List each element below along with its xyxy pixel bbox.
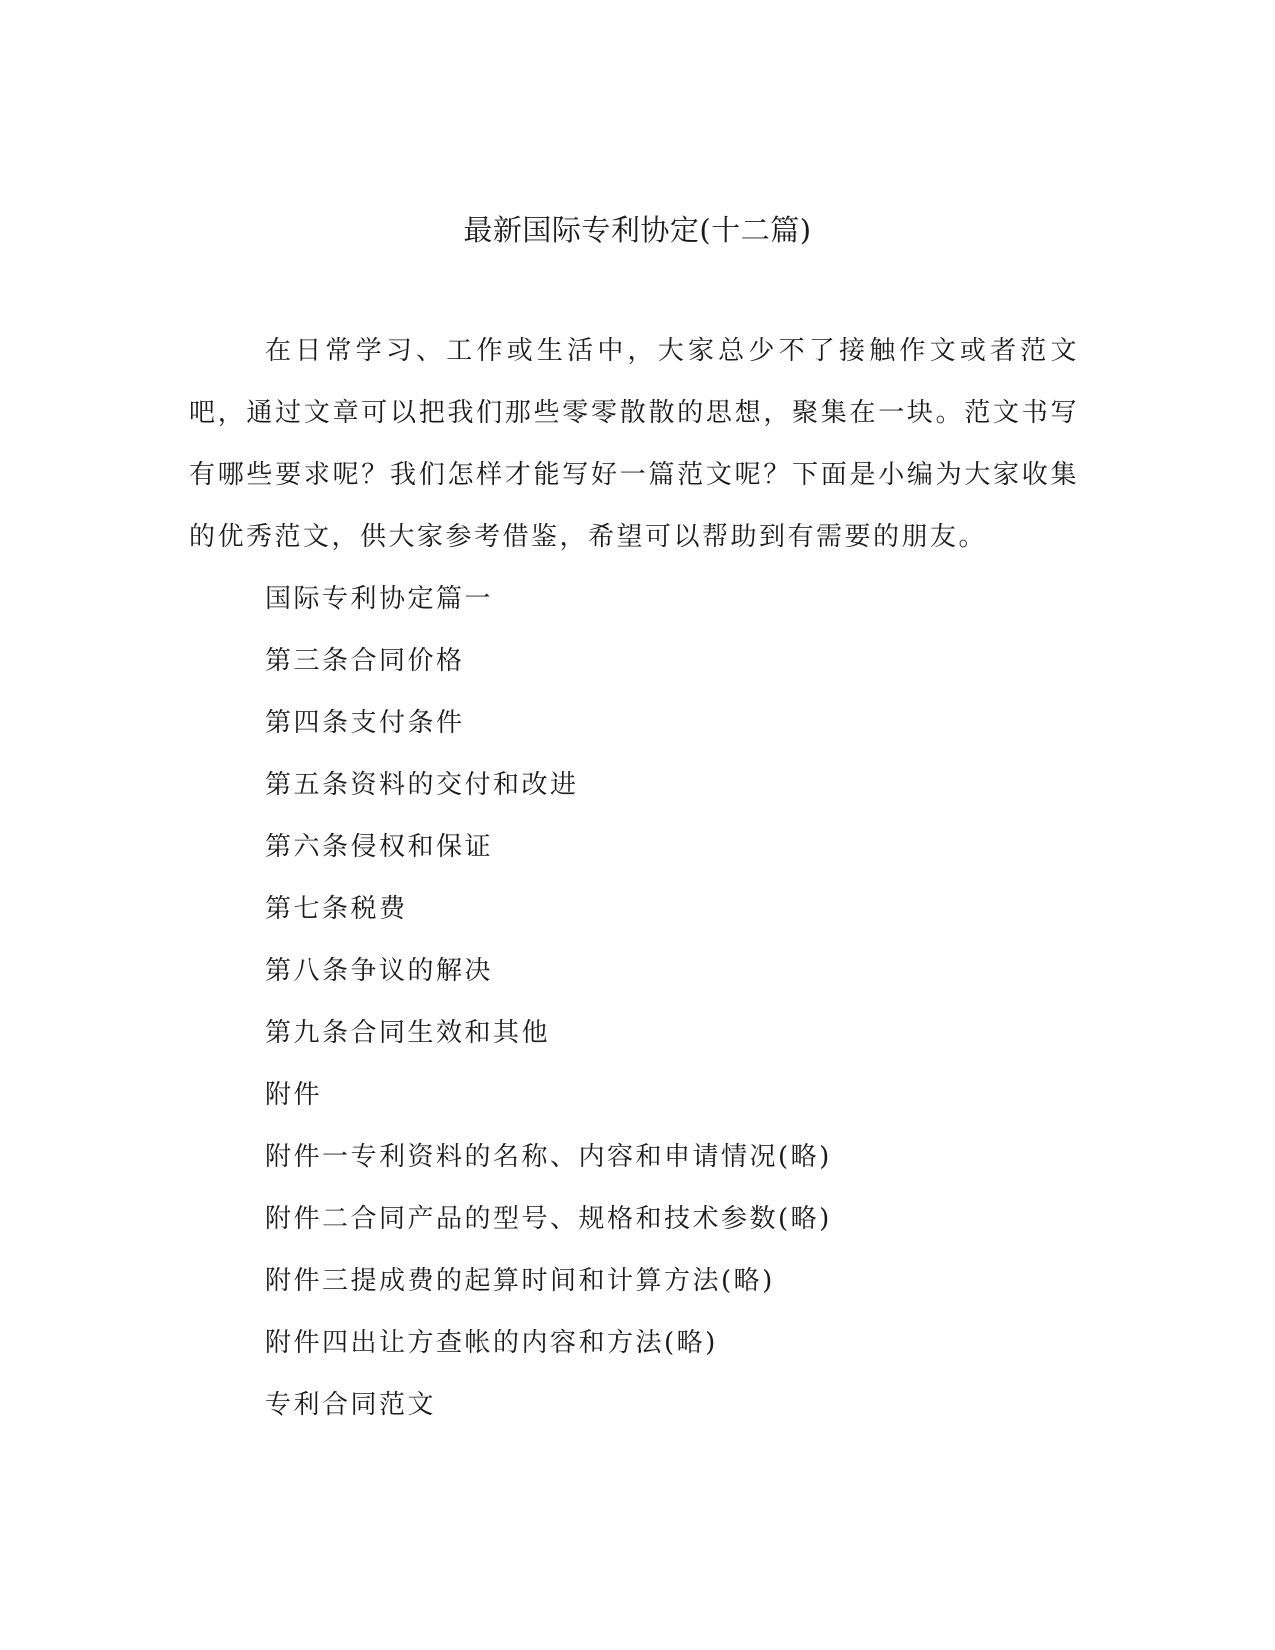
section-heading: 专利合同范文 xyxy=(265,1390,437,1420)
article-line: 第三条合同价格 xyxy=(265,646,465,676)
article-line: 第六条侵权和保证 xyxy=(265,832,494,862)
attachment-line: 附件一专利资料的名称、内容和申请情况(略) xyxy=(265,1142,832,1172)
attachment-line: 附件二合同产品的型号、规格和技术参数(略) xyxy=(265,1204,832,1234)
section-heading: 国际专利协定篇一 xyxy=(265,584,494,614)
intro-paragraph: 在日常学习、工作或生活中，大家总少不了接触作文或者范文吧，通过文章可以把我们那些零零散散的思想，聚集在一块。范文书写有哪些要求呢？我们怎样才能写好一篇范文呢？下面是小编为大家收集的优秀范文，供大家参考借鉴，希望可以帮助到有需要的朋友。 xyxy=(189,336,1079,552)
attachment-line: 附件三提成费的起算时间和计算方法(略) xyxy=(265,1266,775,1296)
article-line: 第五条资料的交付和改进 xyxy=(265,770,579,800)
article-line: 第八条争议的解决 xyxy=(265,956,494,986)
article-line: 第七条税费 xyxy=(265,894,408,924)
document-title: 最新国际专利协定(十二篇) xyxy=(463,213,812,247)
article-line: 第四条支付条件 xyxy=(265,708,465,738)
document-body xyxy=(189,320,1079,1436)
article-line: 第九条合同生效和其他 xyxy=(265,1018,551,1048)
attachments-heading: 附件 xyxy=(265,1080,323,1110)
attachment-line: 附件四出让方查帐的内容和方法(略) xyxy=(265,1328,718,1358)
